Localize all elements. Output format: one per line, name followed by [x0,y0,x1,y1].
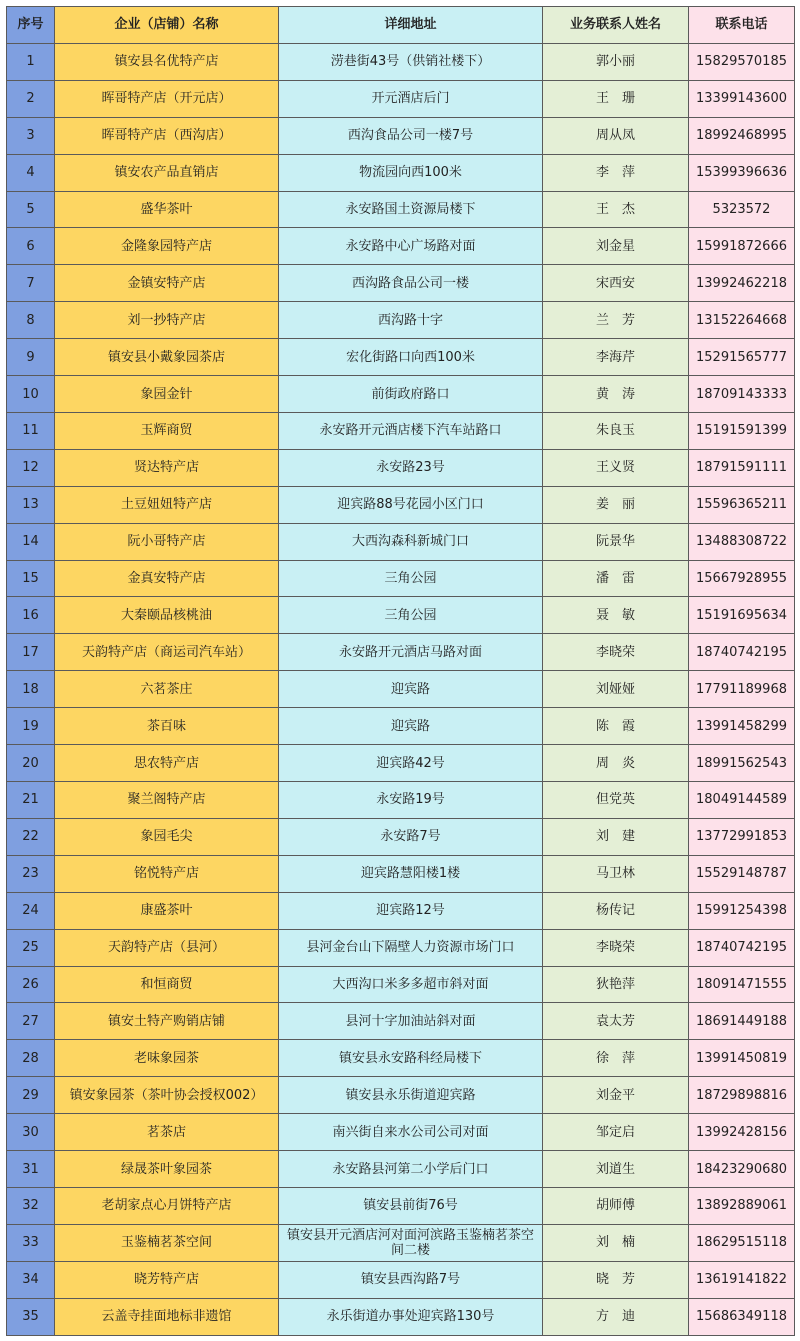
cell-index: 22 [7,818,55,855]
cell-index: 27 [7,1003,55,1040]
cell-contact: 李海芹 [543,339,689,376]
cell-index: 16 [7,597,55,634]
table-row [7,1261,795,1298]
cell-phone: 18791591111 [689,449,795,486]
cell-address: 永安路中心广场路对面 [279,228,543,265]
cell-name: 土豆妞妞特产店 [55,486,279,523]
header-phone: 联系电话 [689,7,795,44]
table-row [7,117,795,154]
cell-address: 涝巷街43号（供销社楼下） [279,43,543,80]
cell-name: 晖哥特产店（开元店） [55,80,279,117]
table-row [7,782,795,819]
cell-name: 思农特产店 [55,745,279,782]
cell-contact: 周 炎 [543,745,689,782]
table-row [7,228,795,265]
cell-name: 镇安农产品直销店 [55,154,279,191]
cell-name: 镇安县小戴象园茶店 [55,339,279,376]
cell-address: 三角公园 [279,560,543,597]
cell-phone: 17791189968 [689,671,795,708]
cell-index: 17 [7,634,55,671]
table-row [7,1151,795,1188]
cell-address: 三角公园 [279,597,543,634]
cell-name: 聚兰阁特产店 [55,782,279,819]
cell-phone: 13488308722 [689,523,795,560]
cell-phone: 13892889061 [689,1187,795,1224]
cell-index: 2 [7,80,55,117]
cell-address: 迎宾路 [279,708,543,745]
cell-name: 绿晟茶叶象园茶 [55,1151,279,1188]
cell-address: 物流园向西100米 [279,154,543,191]
cell-name: 天韵特产店（商运司汽车站） [55,634,279,671]
cell-address: 永安路7号 [279,818,543,855]
cell-name: 玉鉴楠茗茶空间 [55,1224,279,1261]
cell-name: 镇安象园茶（茶叶协会授权002） [55,1077,279,1114]
table-row [7,671,795,708]
cell-index: 15 [7,560,55,597]
cell-name: 云盖寺挂面地标非遗馆 [55,1298,279,1335]
cell-contact: 周从凤 [543,117,689,154]
cell-name: 金镇安特产店 [55,265,279,302]
cell-contact: 杨传记 [543,892,689,929]
table-row [7,966,795,1003]
cell-contact: 兰 芳 [543,302,689,339]
cell-address: 迎宾路88号花园小区门口 [279,486,543,523]
cell-phone: 18740742195 [689,929,795,966]
cell-phone: 18629515118 [689,1224,795,1261]
cell-address: 迎宾路12号 [279,892,543,929]
cell-phone: 15191591399 [689,412,795,449]
cell-name: 老胡家点心月饼特产店 [55,1187,279,1224]
cell-contact: 刘娅娅 [543,671,689,708]
cell-address: 大西沟口米多多超市斜对面 [279,966,543,1003]
cell-name: 大秦颐品核桃油 [55,597,279,634]
cell-address: 县河十字加油站斜对面 [279,1003,543,1040]
cell-contact: 刘金星 [543,228,689,265]
cell-address: 迎宾路42号 [279,745,543,782]
cell-contact: 方 迪 [543,1298,689,1335]
cell-phone: 15399396636 [689,154,795,191]
cell-contact: 狄艳萍 [543,966,689,1003]
table-row [7,154,795,191]
table-row [7,634,795,671]
table-row [7,745,795,782]
cell-index: 29 [7,1077,55,1114]
cell-name: 康盛茶叶 [55,892,279,929]
cell-index: 12 [7,449,55,486]
cell-contact: 袁太芳 [543,1003,689,1040]
cell-address: 永安路国土资源局楼下 [279,191,543,228]
cell-phone: 13772991853 [689,818,795,855]
table-row [7,1224,795,1261]
cell-phone: 15686349118 [689,1298,795,1335]
cell-address: 镇安县前街76号 [279,1187,543,1224]
cell-name: 晓芳特产店 [55,1261,279,1298]
cell-phone: 13992428156 [689,1114,795,1151]
cell-phone: 15191695634 [689,597,795,634]
table-row [7,486,795,523]
cell-contact: 李晓荣 [543,634,689,671]
cell-index: 19 [7,708,55,745]
cell-contact: 李晓荣 [543,929,689,966]
table-row [7,1077,795,1114]
cell-phone: 18691449188 [689,1003,795,1040]
cell-phone: 15291565777 [689,339,795,376]
cell-index: 28 [7,1040,55,1077]
cell-phone: 18991562543 [689,745,795,782]
cell-phone: 13992462218 [689,265,795,302]
cell-contact: 胡师傅 [543,1187,689,1224]
table-row [7,1298,795,1335]
cell-address: 镇安县开元酒店河对面河滨路玉鉴楠茗茶空间二楼 [279,1224,543,1261]
cell-address: 永安路开元酒店楼下汽车站路口 [279,412,543,449]
table-row [7,855,795,892]
cell-address: 西沟食品公司一楼7号 [279,117,543,154]
cell-contact: 阮景华 [543,523,689,560]
cell-contact: 姜 丽 [543,486,689,523]
cell-contact: 王 杰 [543,191,689,228]
cell-phone: 13399143600 [689,80,795,117]
cell-index: 3 [7,117,55,154]
cell-address: 南兴街自来水公司公司对面 [279,1114,543,1151]
cell-name: 金真安特产店 [55,560,279,597]
cell-contact: 潘 雷 [543,560,689,597]
cell-index: 34 [7,1261,55,1298]
table-row [7,929,795,966]
table-row [7,376,795,413]
table-row [7,265,795,302]
cell-name: 刘一抄特产店 [55,302,279,339]
cell-contact: 李 萍 [543,154,689,191]
table-row [7,191,795,228]
cell-address: 开元酒店后门 [279,80,543,117]
cell-contact: 王 珊 [543,80,689,117]
cell-index: 11 [7,412,55,449]
cell-name: 象园金针 [55,376,279,413]
cell-contact: 晓 芳 [543,1261,689,1298]
cell-contact: 但党英 [543,782,689,819]
table-row [7,1114,795,1151]
cell-phone: 15991872666 [689,228,795,265]
cell-phone: 13991450819 [689,1040,795,1077]
cell-index: 20 [7,745,55,782]
cell-address: 县河金台山下隔壁人力资源市场门口 [279,929,543,966]
cell-phone: 18709143333 [689,376,795,413]
cell-index: 14 [7,523,55,560]
cell-index: 23 [7,855,55,892]
cell-name: 玉辉商贸 [55,412,279,449]
header-address: 详细地址 [279,7,543,44]
cell-address: 永安路县河第二小学后门口 [279,1151,543,1188]
cell-contact: 聂 敏 [543,597,689,634]
cell-name: 天韵特产店（县河） [55,929,279,966]
table-row [7,302,795,339]
cell-index: 8 [7,302,55,339]
cell-name: 阮小哥特产店 [55,523,279,560]
cell-address: 永安路开元酒店马路对面 [279,634,543,671]
cell-name: 金隆象园特产店 [55,228,279,265]
table-row [7,1003,795,1040]
cell-phone: 13152264668 [689,302,795,339]
cell-name: 老味象园茶 [55,1040,279,1077]
cell-contact: 刘金平 [543,1077,689,1114]
merchant-table [6,6,795,1336]
cell-name: 镇安县名优特产店 [55,43,279,80]
cell-phone: 18740742195 [689,634,795,671]
cell-address: 镇安县西沟路7号 [279,1261,543,1298]
cell-name: 六茗茶庄 [55,671,279,708]
header-contact: 业务联系人姓名 [543,7,689,44]
cell-phone: 15829570185 [689,43,795,80]
cell-address: 镇安县永安路科经局楼下 [279,1040,543,1077]
cell-index: 10 [7,376,55,413]
cell-index: 9 [7,339,55,376]
cell-index: 4 [7,154,55,191]
cell-phone: 18729898816 [689,1077,795,1114]
cell-index: 13 [7,486,55,523]
cell-contact: 邹定启 [543,1114,689,1151]
cell-index: 25 [7,929,55,966]
table-row [7,708,795,745]
cell-index: 6 [7,228,55,265]
cell-address: 永乐街道办事处迎宾路130号 [279,1298,543,1335]
cell-address: 前街政府路口 [279,376,543,413]
table-row [7,560,795,597]
cell-address: 镇安县永乐街道迎宾路 [279,1077,543,1114]
header-row [7,7,795,44]
cell-index: 33 [7,1224,55,1261]
cell-contact: 朱良玉 [543,412,689,449]
table-row [7,1040,795,1077]
cell-phone: 15667928955 [689,560,795,597]
cell-index: 26 [7,966,55,1003]
cell-phone: 13619141822 [689,1261,795,1298]
table-row [7,523,795,560]
cell-contact: 陈 霞 [543,708,689,745]
cell-name: 茶百味 [55,708,279,745]
cell-name: 茗茶店 [55,1114,279,1151]
cell-index: 7 [7,265,55,302]
cell-contact: 马卫林 [543,855,689,892]
cell-phone: 18423290680 [689,1151,795,1188]
cell-address: 永安路19号 [279,782,543,819]
header-index: 序号 [7,7,55,44]
header-name: 企业（店铺）名称 [55,7,279,44]
cell-index: 31 [7,1151,55,1188]
table-row [7,339,795,376]
cell-name: 镇安土特产购销店铺 [55,1003,279,1040]
table-row [7,449,795,486]
table-body [7,43,795,1335]
cell-name: 贤达特产店 [55,449,279,486]
cell-name: 象园毛尖 [55,818,279,855]
cell-address: 西沟路食品公司一楼 [279,265,543,302]
cell-index: 18 [7,671,55,708]
cell-contact: 徐 萍 [543,1040,689,1077]
cell-index: 24 [7,892,55,929]
cell-phone: 18049144589 [689,782,795,819]
cell-phone: 13991458299 [689,708,795,745]
cell-address: 迎宾路慧阳楼1楼 [279,855,543,892]
cell-phone: 15529148787 [689,855,795,892]
table-row [7,597,795,634]
cell-address: 迎宾路 [279,671,543,708]
cell-contact: 刘 建 [543,818,689,855]
table-row [7,818,795,855]
cell-address: 永安路23号 [279,449,543,486]
cell-address: 西沟路十字 [279,302,543,339]
cell-name: 铭悦特产店 [55,855,279,892]
table-row [7,892,795,929]
cell-phone: 5323572 [689,191,795,228]
cell-phone: 15596365211 [689,486,795,523]
cell-contact: 黄 涛 [543,376,689,413]
cell-contact: 刘 楠 [543,1224,689,1261]
cell-address: 大西沟森科新城门口 [279,523,543,560]
cell-name: 盛华茶叶 [55,191,279,228]
cell-index: 5 [7,191,55,228]
cell-contact: 王义贤 [543,449,689,486]
cell-address: 宏化街路口向西100米 [279,339,543,376]
cell-contact: 郭小丽 [543,43,689,80]
cell-index: 1 [7,43,55,80]
table-row [7,412,795,449]
cell-phone: 18091471555 [689,966,795,1003]
cell-index: 32 [7,1187,55,1224]
table-row [7,1187,795,1224]
cell-index: 35 [7,1298,55,1335]
table-row [7,43,795,80]
cell-contact: 宋西安 [543,265,689,302]
cell-name: 和恒商贸 [55,966,279,1003]
cell-phone: 18992468995 [689,117,795,154]
table-row [7,80,795,117]
cell-name: 晖哥特产店（西沟店） [55,117,279,154]
cell-contact: 刘道生 [543,1151,689,1188]
cell-index: 30 [7,1114,55,1151]
cell-phone: 15991254398 [689,892,795,929]
cell-index: 21 [7,782,55,819]
